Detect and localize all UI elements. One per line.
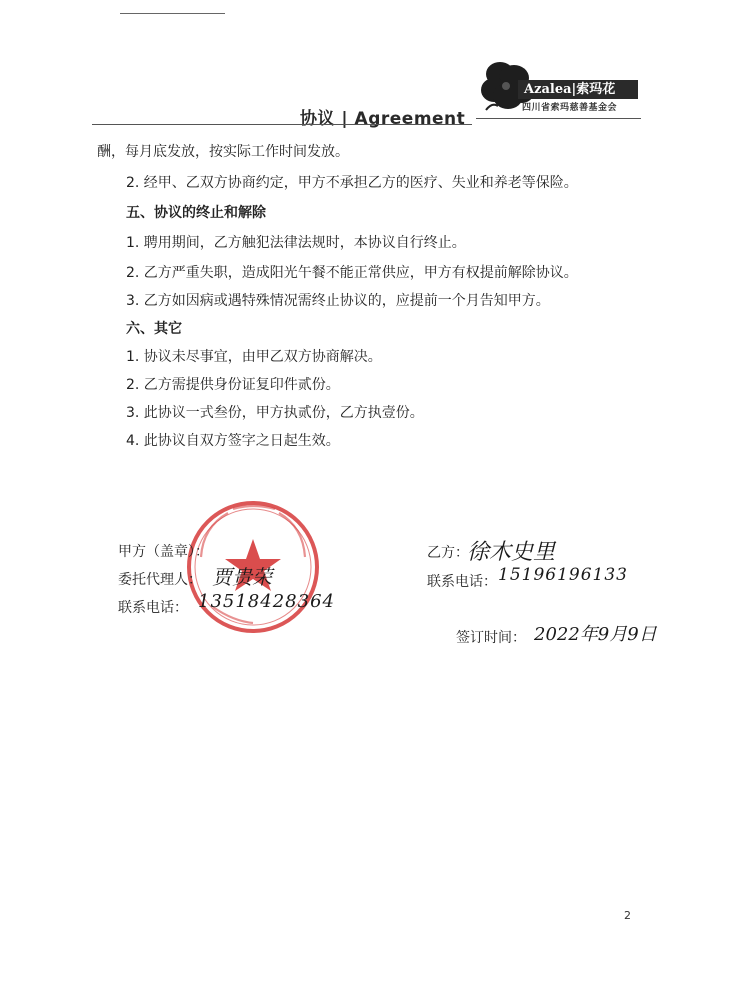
party-b-phone: 15196196133 [498, 565, 628, 585]
section-heading: 五、协议的终止和解除 [126, 205, 266, 221]
text-line: 酬，每月底发放，按实际工作时间发放。 [97, 144, 349, 160]
sign-date-label: 签订时间： [456, 630, 526, 646]
clause-item: 2. 乙方严重失职，造成阳光午餐不能正常供应，甲方有权提前解除协议。 [126, 265, 578, 281]
clause-item: 3. 乙方如因病或遇特殊情况需终止协议的，应提前一个月告知甲方。 [126, 293, 550, 309]
party-b-signature: 徐木史里 [467, 540, 556, 565]
clause-item: 1. 聘用期间，乙方触犯法律法规时，本协议自行终止。 [126, 235, 466, 251]
party-b-label: 乙方： [427, 545, 469, 561]
header-rule-right [476, 118, 641, 119]
page-title: 协议 | Agreement [300, 109, 466, 129]
header-rule [92, 124, 472, 125]
party-a-phone-label: 联系电话： [118, 600, 188, 616]
clause-item: 3. 此协议一式叁份，甲方执贰份，乙方执壹份。 [126, 405, 424, 421]
party-b-phone-label: 联系电话： [427, 574, 497, 590]
top-rule [120, 13, 225, 14]
clause-item: 1. 协议未尽事宜，由甲乙双方协商解决。 [126, 349, 382, 365]
agent-label: 委托代理人： [118, 572, 202, 588]
logo-wordmark: Azalea|索玛花 [518, 80, 638, 99]
page-number: 2 [624, 909, 631, 922]
sign-date-value: 2022年9月9日 [534, 624, 657, 645]
section-heading: 六、其它 [126, 321, 182, 337]
foundation-name: 四川省索玛慈善基金会 [522, 103, 618, 113]
agent-signature: 贾贵荣 [212, 565, 272, 589]
party-a-phone: 13518428364 [198, 591, 335, 612]
party-a-label: 甲方（盖章）： [118, 544, 209, 560]
clause-item: 2. 经甲、乙双方协商约定，甲方不承担乙方的医疗、失业和养老等保险。 [126, 175, 578, 191]
clause-item: 4. 此协议自双方签字之日起生效。 [126, 433, 340, 449]
clause-item: 2. 乙方需提供身份证复印件贰份。 [126, 377, 340, 393]
